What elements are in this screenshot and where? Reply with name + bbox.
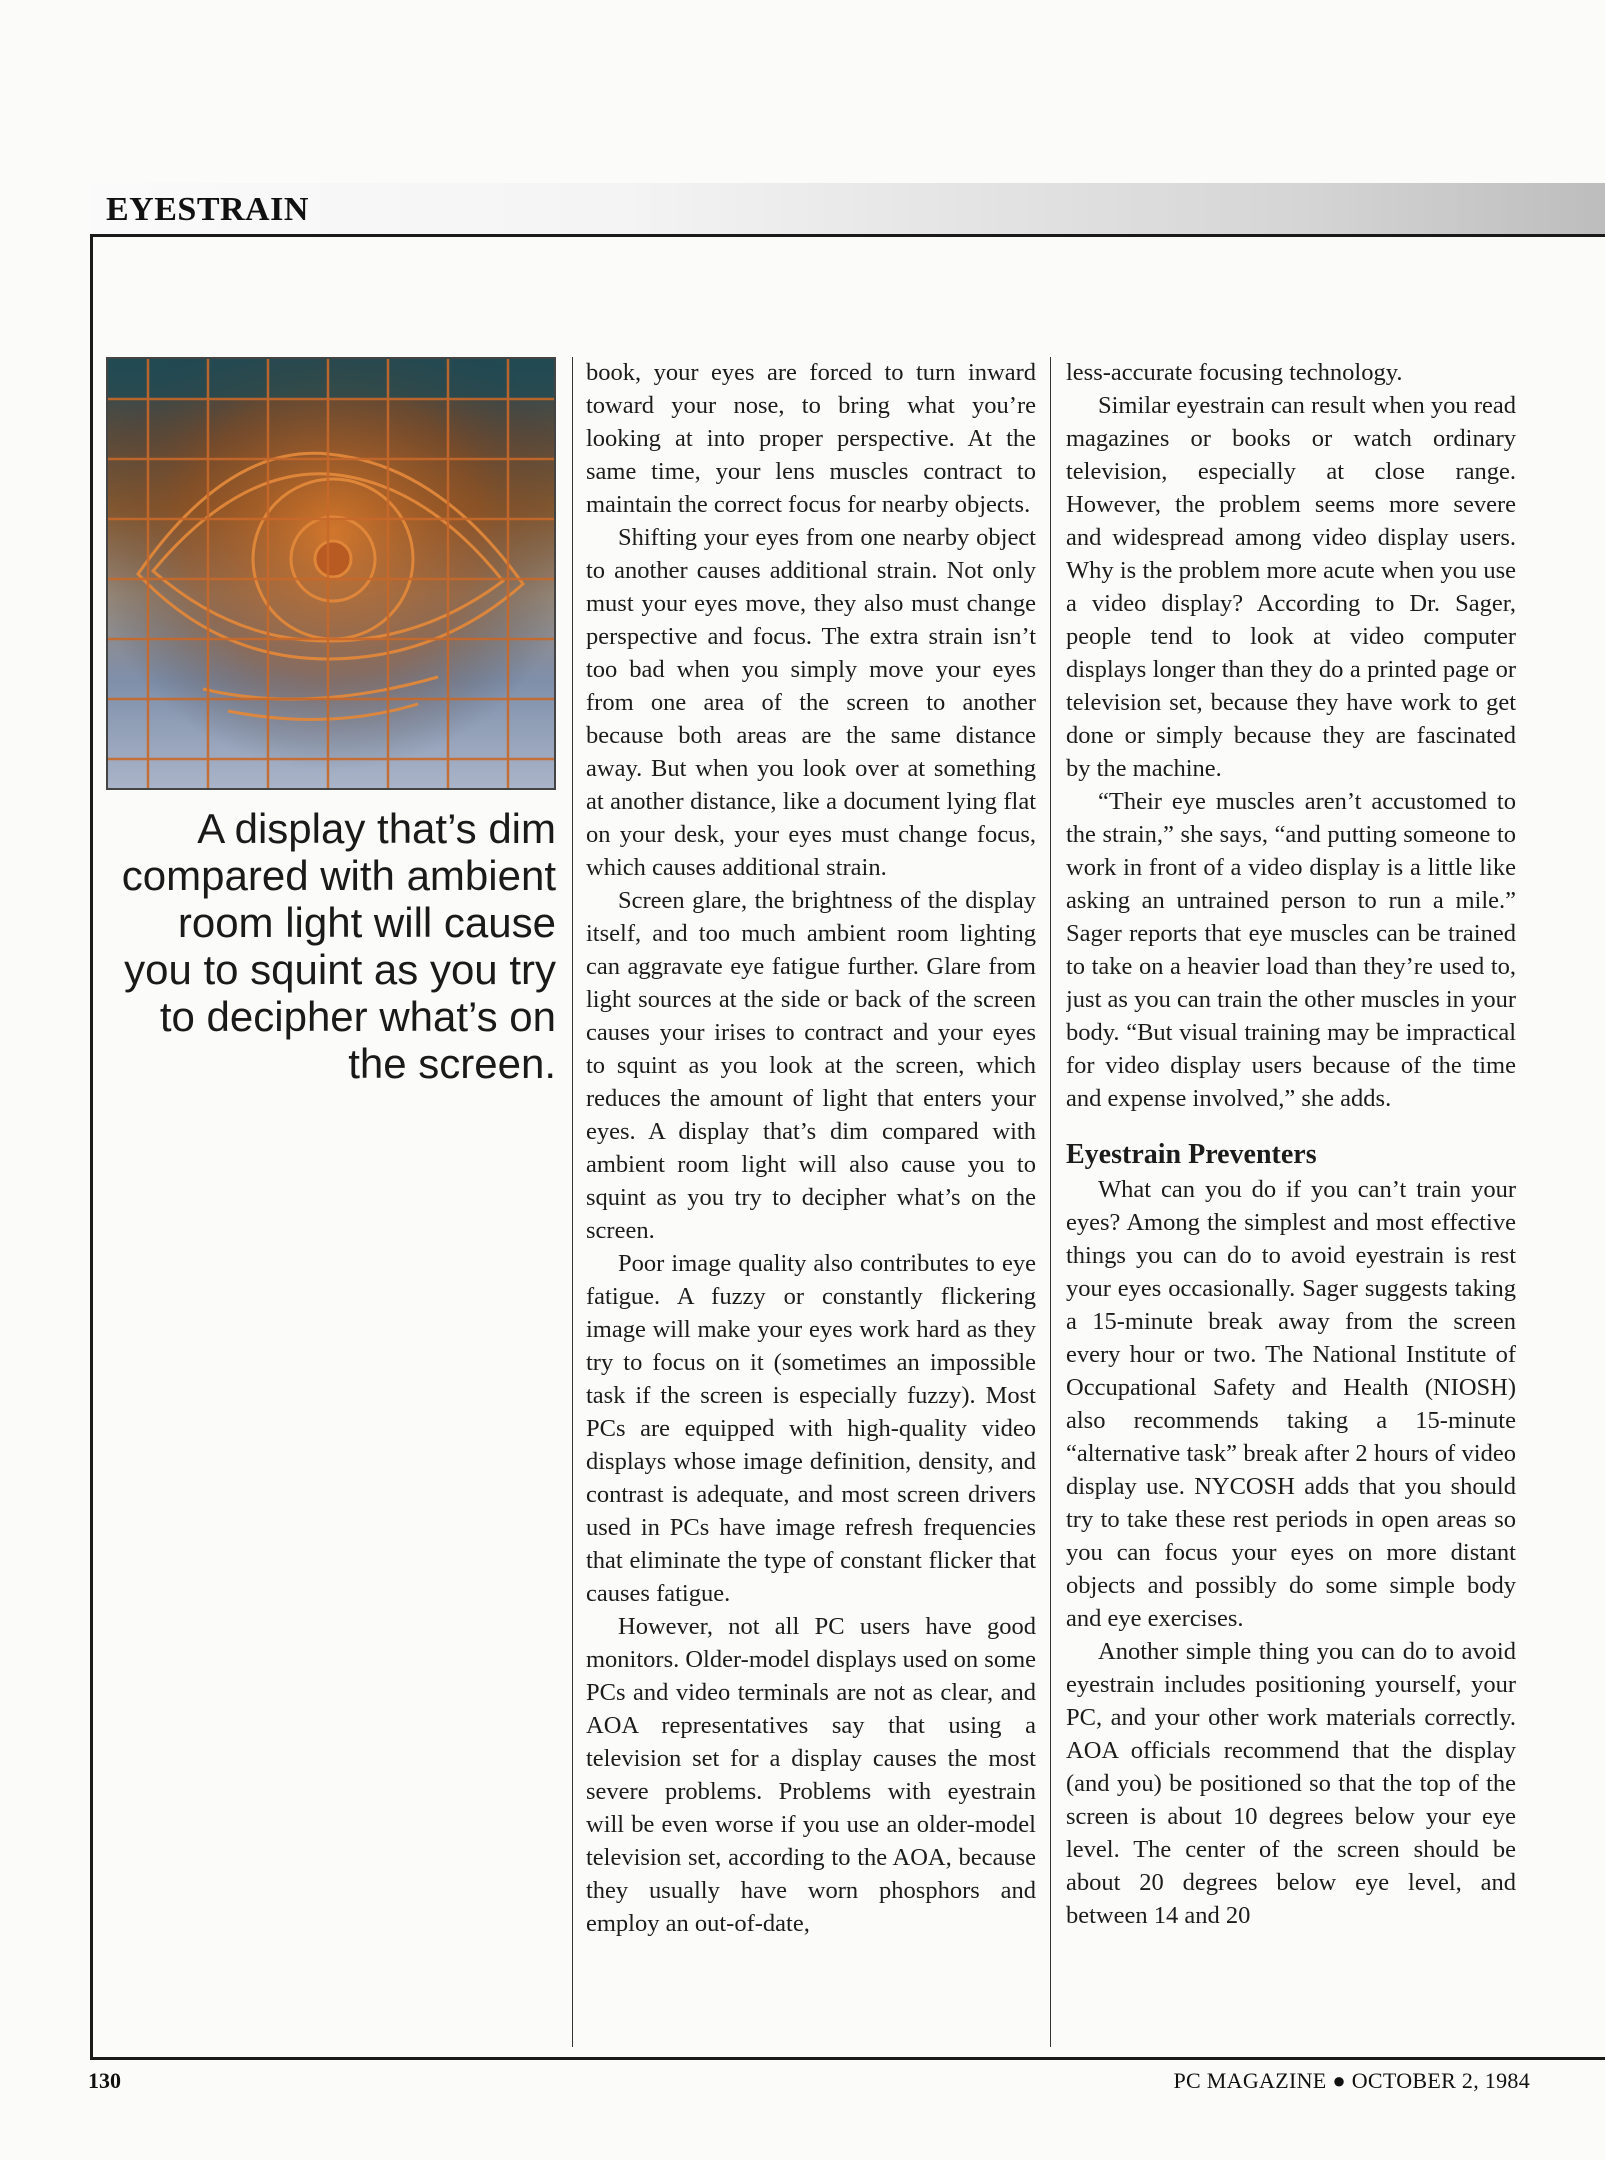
subheading: Eyestrain Preventers	[1066, 1139, 1317, 1170]
paragraph: Poor image quality also contributes to eye fatigue. A fuzzy or constantly flickering image will make your eyes work hard as they try to focus on it (sometimes an impossible task if the screen is especially fuzzy). Most PCs are equipped with high-quality video displays whose image definition, density, and contrast is adequate, and most screen drivers used in PCs have image refresh frequencies that eliminate the type of constant flicker that causes fatigue.	[586, 1250, 1036, 1607]
paragraph: However, not all PC users have good monitors. Older-model displays used on some PCs and video terminals are not as clear, and AOA representatives say that using a television set for a display causes the most severe problems. Problems with eyestrain will be even worse if you use an older-model television set, according to the AOA, because they usually have worn phosphors and employ an out-of-date,	[586, 1613, 1036, 1937]
section-header	[90, 183, 1605, 237]
paragraph: less-accurate focusing technology.	[1066, 359, 1403, 386]
page-number: 130	[88, 2068, 121, 2093]
eye-grid-illustration-icon	[106, 357, 556, 790]
publication-line: PC MAGAZINE ● OCTOBER 2, 1984	[1173, 2068, 1530, 2093]
article-column-1	[586, 356, 1036, 2046]
paragraph: What can you do if you can’t train your eyes? Among the simplest and most effective things you can do to avoid eyestrain is rest your eyes occasionally. Sager suggests taking a 15-minute break away from the screen every hour or two. The National Institute of Occupational Safety and Health (NIOSH) also recommends taking a 15-minute “alternative task” break after 2 hours of video display use. NYCOSH adds that you should try to take these rest periods in open areas so you can focus your eyes on more distant objects and possibly do some simple body and eye exercises.	[1066, 1176, 1516, 1632]
paragraph: Shifting your eyes from one nearby object to another causes additional strain. Not only must your eyes move, they also must change perspective and focus. The extra strain isn’t too bad when you simply move your eyes from one area of the screen to another because both areas are the same distance away. But when you look over at something at another distance, like a document lying flat on your desk, your eyes must change focus, which causes additional strain.	[586, 524, 1036, 881]
section-title: EYESTRAIN	[106, 191, 309, 228]
column-rule-right	[1050, 357, 1051, 2047]
column-rule-left	[572, 357, 573, 2047]
paragraph: Another simple thing you can do to avoid eyestrain includes positioning yourself, your PC, and your other work materials correctly. AOA officials recommend that the display (and you) be positioned so that the top of the screen is about 10 degrees below your eye level. The center of the screen should be about 20 degrees below eye level, and between 14 and 20	[1066, 1638, 1516, 1929]
paragraph: Similar eyestrain can result when you read magazines or books or watch ordinary television, especially at close range. However, the problem seems more severe and widespread among video display users. Why is the problem more acute when you use a video display? According to Dr. Sager, people tend to look at video computer displays longer than they do a printed page or television set, because they have work to get done or simply because they are fascinated by the machine.	[1066, 392, 1516, 782]
paragraph: “Their eye muscles aren’t accustomed to the strain,” she says, “and putting someone to work in front of a video display is a little like asking an untrained person to run a mile.” Sager reports that eye muscles can be trained to take on a heavier load than they’re used to, just as you can train the other muscles in your body. “But visual training may be impractical for video display users because of the time and expense involved,” she adds.	[1066, 788, 1516, 1112]
paragraph: book, your eyes are forced to turn inward toward your nose, to bring what you’re looking at into proper perspective. At the same time, your lens muscles contract to maintain the correct focus for nearby objects.	[586, 359, 1036, 518]
paragraph: Screen glare, the brightness of the display itself, and too much ambient room lighting can aggravate eye fatigue further. Glare from light sources at the side or back of the screen causes your irises to contract and your eyes to squint as you look at the screen, which reduces the amount of light that enters your eyes. A display that’s dim compared with ambient room light will also cause you to squint as you try to decipher what’s on the screen.	[586, 887, 1036, 1244]
pull-quote: A display that’s dim compared with ambient room light will cause you to squint as you try to decipher what’s on the screen.	[121, 805, 556, 1087]
article-column-2	[1066, 356, 1516, 2046]
